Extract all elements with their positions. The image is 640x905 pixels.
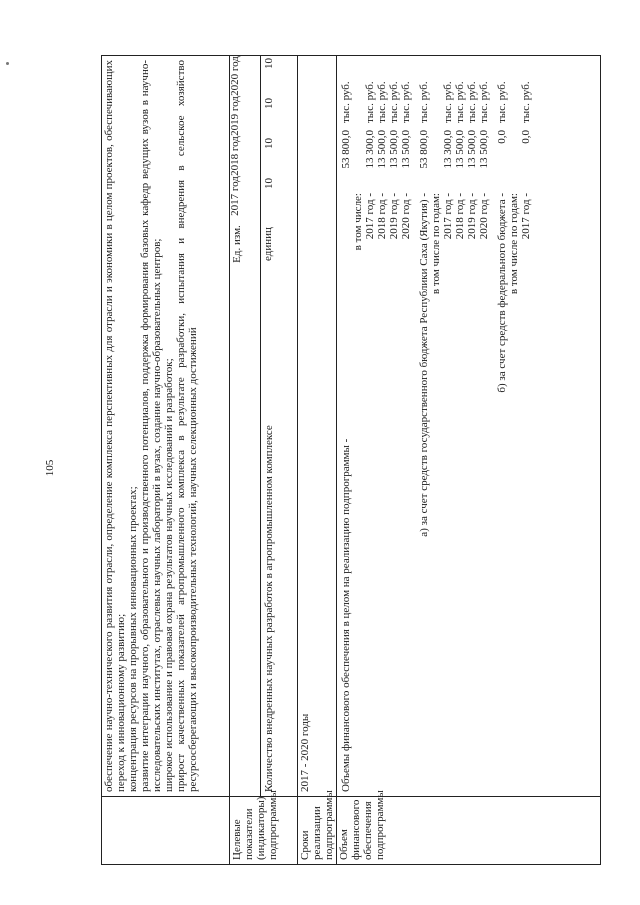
year-unit: тыс. руб. (520, 81, 532, 123)
goal-paragraph: широкое использование и правовая охрана результатов научных исследований и разработок; (163, 358, 175, 792)
year-label: 2020 год - (478, 193, 490, 240)
finance-year-line (400, 60, 412, 792)
federal-unit: тыс. руб. (496, 81, 508, 123)
finance-cell (337, 56, 601, 797)
year-label: 2020 год - (400, 193, 412, 240)
regional-year-line (478, 60, 490, 792)
finance-header: Объем финансового обеспечения подпрограммы (337, 797, 601, 865)
year-unit: тыс. руб. (364, 81, 376, 123)
year-unit: тыс. руб. (442, 81, 454, 123)
year-value: 13 500,0 (388, 130, 400, 169)
indicators-header: Целевые показатели (индикаторы) подпрограммы (230, 797, 298, 865)
indicators-row (230, 56, 298, 865)
year-unit: тыс. руб. (478, 81, 490, 123)
indicator-value: 10 (263, 98, 275, 109)
federal-year-line (520, 60, 532, 792)
finance-year-line (376, 60, 388, 792)
goals-row (102, 56, 230, 865)
year-value: 13 500,0 (400, 130, 412, 169)
goal-paragraph: развитие интеграции научного, образовательного и производственного потенциалов, поддержка формирования базовых кафедр ведущих вузов в научно-исследовательских институтах, отраслевых научных лабораторий в вузах, создание научно-образовательных центров; (139, 60, 163, 792)
regional-budget-line (418, 60, 430, 792)
in-that-label: в том числе: (352, 193, 364, 251)
year-value: 13 500,0 (478, 130, 490, 169)
by-years-label: в том числе по годам: (430, 193, 442, 295)
regional-year-line (442, 60, 454, 792)
regional-subheader (430, 60, 442, 792)
finance-total-unit: тыс. руб. (340, 81, 352, 123)
year-label: 2017 год - (442, 193, 454, 240)
terms-row (298, 56, 337, 865)
year-unit: тыс. руб. (454, 81, 466, 123)
federal-budget-line (496, 60, 508, 792)
goal-paragraph: обеспечение научно-технического развития отрасли, определение комплекса перспективных для отрасли и экономики в целом проектов, обеспечивающих переход к инновационному развитию; (103, 60, 127, 792)
federal-value: 0,0 (496, 130, 508, 144)
year-column-header: 2020 год (229, 56, 241, 96)
unit-column-header: Ед. изм. (231, 225, 243, 263)
year-label: 2017 год - (364, 193, 376, 240)
federal-subheader (508, 60, 520, 792)
regional-value: 53 800,0 (418, 130, 430, 169)
year-label: 2019 год - (388, 193, 400, 240)
goals-header-cell (102, 797, 230, 865)
finance-total-value: 53 800,0 (340, 130, 352, 169)
indicators-cell (230, 56, 298, 797)
indicator-value: 10 (263, 58, 275, 69)
year-column-header: 2018 год (229, 136, 241, 176)
year-value: 0,0 (520, 130, 532, 144)
year-unit: тыс. руб. (388, 81, 400, 123)
indicator-value: 10 (263, 138, 275, 149)
finance-subheader (352, 60, 364, 792)
regional-year-line (454, 60, 466, 792)
terms-value: 2017 - 2020 годы (298, 56, 337, 797)
indicator-name: Количество внедренных научных разработок в агропромышленном комплексе (263, 425, 275, 792)
federal-label: б) за счет средств федерального бюджета - (496, 193, 508, 393)
indicator-row (261, 56, 275, 796)
year-column-header: 2019 год (229, 96, 241, 136)
by-years-label: в том числе по годам: (508, 193, 520, 295)
scan-dot (6, 62, 9, 65)
goals-text-cell (102, 56, 230, 797)
year-value: 13 500,0 (466, 130, 478, 169)
year-value: 13 500,0 (454, 130, 466, 169)
indicator-value: 10 (263, 178, 275, 189)
finance-year-line (364, 60, 376, 792)
finance-total-line (340, 60, 352, 792)
year-label: 2018 год - (454, 193, 466, 240)
year-value: 13 500,0 (376, 130, 388, 169)
finance-title: Объемы финансового обеспечения в целом на реализацию подпрограммы - (340, 438, 352, 792)
year-column-header: 2017 год (229, 176, 241, 216)
indicators-column-headers (230, 56, 261, 796)
year-label: 2017 год - (520, 193, 532, 240)
regional-year-line (466, 60, 478, 792)
indicator-unit: единиц (262, 227, 274, 261)
rotated-table-container (101, 55, 601, 865)
terms-header: Сроки реализации подпрограммы (298, 797, 337, 865)
finance-row (337, 56, 601, 865)
year-value: 13 300,0 (364, 130, 376, 169)
page-number: 105 (44, 459, 56, 477)
regional-unit: тыс. руб. (418, 81, 430, 123)
year-label: 2019 год - (466, 193, 478, 240)
year-label: 2018 год - (376, 193, 388, 240)
goal-paragraph: прирост качественных показателей агропромышленного комплекса в результате разработки, испытания и внедрения в сельское хозяйство ресурсосберегающих и высокопроизводительных технологий, научных селекционных достижений (175, 60, 199, 792)
year-value: 13 300,0 (442, 130, 454, 169)
year-unit: тыс. руб. (466, 81, 478, 123)
finance-year-line (388, 60, 400, 792)
year-unit: тыс. руб. (400, 81, 412, 123)
subprogram-passport-table (101, 55, 601, 865)
year-unit: тыс. руб. (376, 81, 388, 123)
regional-label: а) за счет средств государственного бюджета Республики Саха (Якутия) - (418, 193, 430, 537)
goal-paragraph: концентрация ресурсов на прорывных инновационных проектах; (127, 486, 139, 792)
